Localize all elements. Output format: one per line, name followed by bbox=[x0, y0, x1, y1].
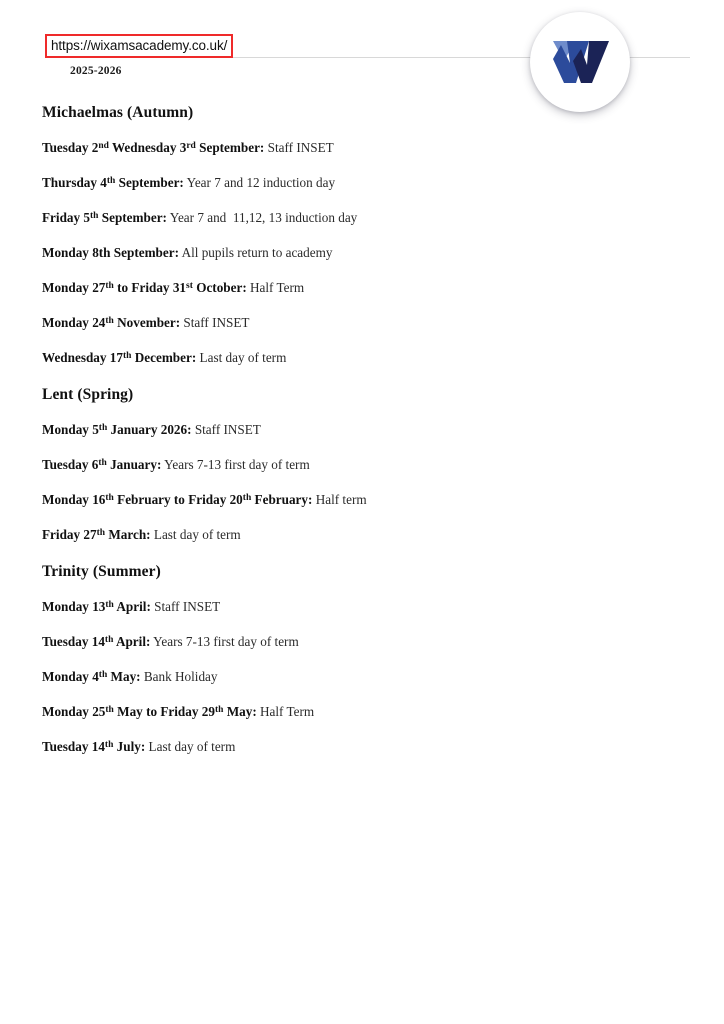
entry-spacer bbox=[42, 720, 662, 739]
term-date-label: Monday 27th to Friday 31st October: bbox=[42, 280, 247, 295]
term-date-description: Year 7 and 11,12, 13 induction day bbox=[166, 210, 358, 225]
entry-spacer bbox=[42, 296, 662, 315]
term-date-description: Last day of term bbox=[145, 739, 236, 754]
url-text: https://wixamsacademy.co.uk/ bbox=[51, 38, 228, 53]
entry-spacer bbox=[42, 331, 662, 350]
term-date-entry bbox=[42, 492, 662, 508]
term-date-entry bbox=[42, 175, 662, 191]
section-spacer bbox=[42, 366, 662, 386]
academic-year-label: 2025-2026 bbox=[70, 65, 122, 77]
entry-spacer bbox=[42, 261, 662, 280]
ordinal-suffix: th bbox=[122, 351, 132, 362]
ordinal-suffix: th bbox=[98, 423, 108, 434]
section-spacer bbox=[42, 543, 662, 563]
term-date-description: Last day of term bbox=[196, 350, 287, 365]
entry-spacer bbox=[42, 615, 662, 634]
term-date-description: Half term bbox=[312, 492, 367, 507]
entry-spacer bbox=[42, 191, 662, 210]
term-heading: Trinity (Summer) bbox=[42, 563, 161, 580]
ordinal-suffix: th bbox=[106, 176, 116, 187]
term-date-label: Tuesday 2nd Wednesday 3rd September: bbox=[42, 140, 265, 155]
term-date-label: Monday 8th September: bbox=[42, 245, 179, 260]
term-date-label: Tuesday 14th April: bbox=[42, 634, 151, 649]
ordinal-suffix: st bbox=[186, 281, 193, 292]
term-date-label: Thursday 4th September: bbox=[42, 175, 184, 190]
ordinal-suffix: nd bbox=[98, 141, 109, 152]
term-date-entry bbox=[42, 669, 662, 685]
entry-spacer bbox=[42, 226, 662, 245]
entry-spacer bbox=[42, 473, 662, 492]
term-date-entry bbox=[42, 210, 662, 226]
term-date-entry bbox=[42, 634, 662, 650]
ordinal-suffix: th bbox=[90, 211, 99, 222]
term-date-description: Half Term bbox=[256, 704, 315, 719]
ordinal-suffix: th bbox=[104, 635, 114, 646]
term-date-entry bbox=[42, 350, 662, 366]
term-date-label: Tuesday 6th January: bbox=[42, 457, 162, 472]
term-date-description: Half Term bbox=[246, 280, 305, 295]
term-date-entry bbox=[42, 245, 662, 261]
entry-spacer bbox=[42, 685, 662, 704]
logo-w-mark bbox=[551, 39, 611, 85]
term-dates-list bbox=[42, 104, 662, 755]
term-date-description: Bank Holiday bbox=[140, 669, 218, 684]
term-heading: Michaelmas (Autumn) bbox=[42, 104, 194, 121]
ordinal-suffix: th bbox=[98, 670, 108, 681]
term-date-description: Staff INSET bbox=[150, 599, 221, 614]
term-date-entry bbox=[42, 739, 662, 755]
heading-spacer bbox=[42, 404, 662, 422]
entry-spacer bbox=[42, 156, 662, 175]
term-date-description: Staff INSET bbox=[180, 315, 250, 330]
term-date-description: Years 7-13 first day of term bbox=[161, 457, 310, 472]
term-date-entry bbox=[42, 140, 662, 156]
term-date-description: Staff INSET bbox=[264, 140, 334, 155]
term-date-entry bbox=[42, 599, 662, 615]
term-date-label: Friday 5th September: bbox=[42, 210, 167, 225]
heading-spacer bbox=[42, 122, 662, 140]
ordinal-suffix: th bbox=[98, 458, 107, 469]
term-date-description: Years 7-13 first day of term bbox=[150, 634, 299, 649]
term-date-entry bbox=[42, 457, 662, 473]
term-date-label: Monday 25th May to Friday 29th May: bbox=[42, 704, 257, 719]
ordinal-suffix: th bbox=[105, 600, 114, 611]
term-date-label: Wednesday 17th December: bbox=[42, 350, 197, 365]
ordinal-suffix: th bbox=[105, 316, 114, 327]
ordinal-suffix: th bbox=[105, 705, 114, 716]
term-date-description: Year 7 and 12 induction day bbox=[183, 175, 336, 190]
ordinal-suffix: th bbox=[242, 493, 252, 504]
term-date-description: Staff INSET bbox=[191, 422, 261, 437]
ordinal-suffix: rd bbox=[186, 141, 196, 152]
term-date-description: Last day of term bbox=[150, 527, 241, 542]
term-date-entry bbox=[42, 280, 662, 296]
ordinal-suffix: th bbox=[214, 705, 224, 716]
term-date-label: Monday 4th May: bbox=[42, 669, 141, 684]
entry-spacer bbox=[42, 438, 662, 457]
term-date-entry bbox=[42, 422, 662, 438]
ordinal-suffix: th bbox=[105, 281, 114, 292]
term-date-description: All pupils return to academy bbox=[179, 245, 333, 260]
term-heading: Lent (Spring) bbox=[42, 386, 134, 403]
term-date-label: Monday 24th November: bbox=[42, 315, 181, 330]
ordinal-suffix: th bbox=[96, 528, 106, 539]
entry-spacer bbox=[42, 650, 662, 669]
term-date-label: Monday 13th April: bbox=[42, 599, 151, 614]
term-date-entry bbox=[42, 315, 662, 331]
term-date-label: Monday 5th January 2026: bbox=[42, 422, 192, 437]
academy-logo bbox=[530, 12, 632, 114]
term-date-label: Friday 27th March: bbox=[42, 527, 151, 542]
term-date-label: Monday 16th February to Friday 20th February: bbox=[42, 492, 313, 507]
ordinal-suffix: th bbox=[104, 740, 114, 751]
entry-spacer bbox=[42, 508, 662, 527]
term-date-entry bbox=[42, 527, 662, 543]
ordinal-suffix: th bbox=[105, 493, 114, 504]
term-date-entry bbox=[42, 704, 662, 720]
heading-spacer bbox=[42, 581, 662, 599]
url-highlight-box[interactable] bbox=[45, 34, 233, 58]
term-date-label: Tuesday 14th July: bbox=[42, 739, 146, 754]
